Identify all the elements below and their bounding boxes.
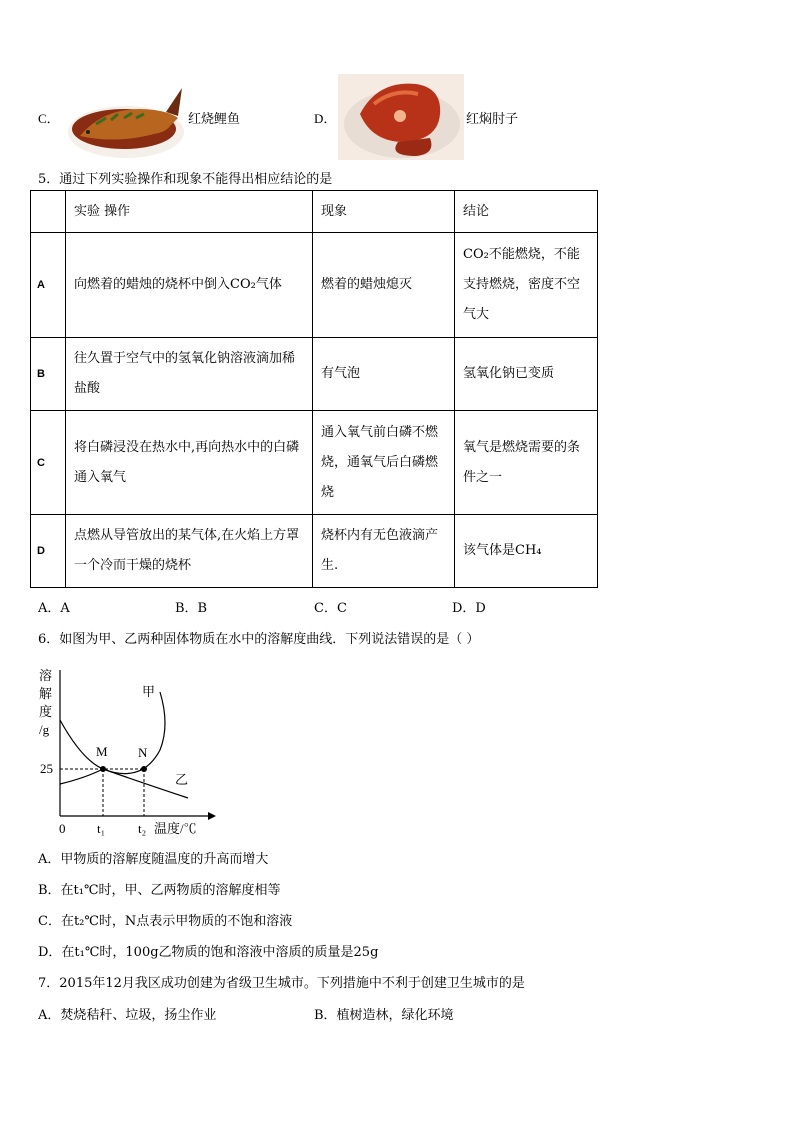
point-n	[141, 766, 147, 772]
q4-option-c-letter: C．	[38, 111, 60, 126]
solubility-curve-figure	[30, 660, 220, 840]
row-phenomenon: 烧杯内有无色液滴产生.	[313, 515, 455, 588]
point-m-label: M	[96, 744, 108, 759]
table-row	[31, 338, 598, 411]
q5-stem: 5．通过下列实验操作和现象不能得出相应结论的是	[38, 172, 333, 187]
q6-option-a: A．甲物质的溶解度随温度的升高而增大	[38, 852, 269, 867]
q5-option-c: C．C	[314, 601, 347, 616]
row-operation: 将白磷浸没在热水中,再向热水中的白磷通入氧气	[66, 411, 313, 515]
table-row	[31, 515, 598, 588]
row-operation: 点燃从导管放出的某气体,在火焰上方罩一个冷而干燥的烧杯	[66, 515, 313, 588]
q4-option-d-label: 红焖肘子	[466, 112, 519, 127]
q7-option-b: B．植树造林，绿化环境	[314, 1008, 454, 1023]
row-conclusion: 氧气是燃烧需要的条件之一	[455, 411, 598, 515]
q7-stem: 7．2015年12月我区成功创建为省级卫生城市。下列措施中不利于创建卫生城市的是	[38, 976, 525, 991]
q7-option-a: A．焚烧秸秆、垃圾，扬尘作业	[38, 1008, 217, 1023]
origin-label: 0	[59, 821, 66, 836]
braised-carp-image	[66, 74, 184, 160]
x-axis-arrow	[208, 812, 216, 820]
q5-table	[30, 190, 598, 588]
table-header-cell: 实验 操作	[66, 191, 313, 233]
row-phenomenon: 有气泡	[313, 338, 455, 411]
y-axis-label-line: 解	[39, 686, 53, 701]
x-axis-label: 温度/℃	[154, 821, 197, 836]
row-operation: 向燃着的蜡烛的烧杯中倒入CO₂气体	[66, 233, 313, 338]
row-conclusion: 氢氧化钠已变质	[455, 338, 598, 411]
curve-jia-label: 甲	[142, 684, 156, 699]
row-phenomenon: 通入氧气前白磷不燃烧，通氧气后白磷燃烧	[313, 411, 455, 515]
y-tick-label: 25	[40, 761, 53, 776]
table-header-cell: 结论	[455, 191, 598, 233]
q6-option-c: C．在t₂℃时，N点表示甲物质的不饱和溶液	[38, 914, 293, 929]
q5-option-b: B．B	[175, 601, 208, 616]
y-axis-label-line: /g	[39, 722, 50, 737]
table-row	[31, 233, 598, 338]
curve-jia	[60, 692, 165, 774]
table-header-cell	[31, 191, 66, 233]
table-row	[31, 411, 598, 515]
q4-option-c-label: 红烧鲤鱼	[188, 112, 241, 127]
table-header-row	[31, 191, 598, 233]
point-n-label: N	[138, 745, 148, 760]
q6-option-b: B．在t₁℃时，甲、乙两物质的溶解度相等	[38, 883, 281, 898]
row-conclusion: CO₂不能燃烧，不能支持燃烧，密度不空气大	[455, 233, 598, 338]
row-conclusion: 该气体是CH₄	[455, 515, 598, 588]
y-axis-label-line: 度	[39, 704, 53, 719]
q4-option-d-letter: D．	[314, 111, 337, 126]
point-m	[100, 766, 106, 772]
table-header-cell: 现象	[313, 191, 455, 233]
q6-stem: 6．如图为甲、乙两种固体物质在水中的溶解度曲线．下列说法错误的是（ ）	[38, 632, 480, 647]
q6-option-d: D．在t₁℃时，100g乙物质的饱和溶液中溶质的质量是25g	[38, 945, 379, 960]
row-id: A	[31, 233, 66, 338]
x-tick-t2: t₂	[138, 821, 147, 836]
row-id: B	[31, 338, 66, 411]
q5-option-a: A．A	[38, 601, 70, 616]
y-axis-label-line: 溶	[39, 668, 53, 683]
q5-option-d: D．D	[452, 601, 486, 616]
curve-yi-label: 乙	[175, 772, 189, 787]
row-id: D	[31, 515, 66, 588]
row-id: C	[31, 411, 66, 515]
braised-pork-knuckle-image	[338, 74, 464, 160]
x-tick-t1: t₁	[97, 821, 106, 836]
row-phenomenon: 燃着的蜡烛熄灭	[313, 233, 455, 338]
row-operation: 往久置于空气中的氢氧化钠溶液滴加稀盐酸	[66, 338, 313, 411]
